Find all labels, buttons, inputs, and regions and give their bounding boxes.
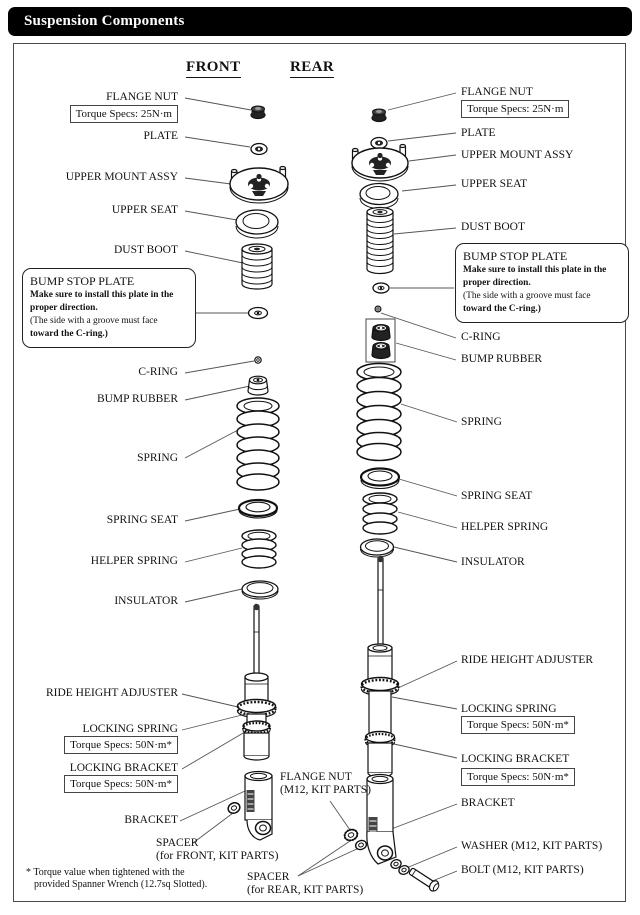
- rear-upper-mount-part: [352, 145, 408, 182]
- rear-bracket-part: [367, 775, 396, 865]
- rear-upper-mount-label: UPPER MOUNT ASSY: [461, 149, 574, 161]
- rear-spring-seat-label: SPRING SEAT: [461, 490, 533, 502]
- rear-spacer-label: [247, 871, 363, 897]
- front-helper-spring-part: [242, 530, 276, 568]
- rear-bump-rubber-label: BUMP RUBBER: [461, 353, 543, 365]
- front-bump-rubber-part: [248, 376, 268, 395]
- front-column-heading: FRONT: [186, 59, 241, 78]
- torque-footnote-line2: provided Spanner Wrench (12.7sq Slotted).: [34, 879, 208, 890]
- rear-helper-spring-part: [363, 493, 397, 534]
- front-dust-boot-label: DUST BOOT: [113, 244, 178, 256]
- rear-spring-seat-part: [361, 469, 399, 489]
- note-line: proper direction.: [463, 278, 531, 288]
- rear-plate-part: [371, 138, 387, 149]
- front-flange-nut-label: FLANGE NUT: [106, 91, 178, 103]
- front-ride-height-adjuster-label: RIDE HEIGHT ADJUSTER: [45, 687, 178, 699]
- rear-flange-nut-label: FLANGE NUT: [461, 86, 533, 98]
- kit-flange-nut-part: [343, 828, 359, 842]
- rear-insulator-part: [361, 539, 394, 557]
- rear-washers-part: [390, 858, 411, 875]
- rear-strut-part: [362, 556, 399, 777]
- front-plate-part: [251, 144, 267, 155]
- front-spring-part: [237, 398, 279, 490]
- rear-upper-seat-label: UPPER SEAT: [461, 178, 528, 190]
- front-bump-stop-note: [22, 268, 196, 348]
- front-flange-nut-part: [251, 106, 265, 119]
- rear-locking-bracket-label: LOCKING BRACKET: [461, 753, 570, 765]
- rear-helper-spring-label: HELPER SPRING: [461, 521, 549, 533]
- note-line: (The side with a groove must face: [463, 291, 591, 301]
- front-dust-boot-part: [242, 244, 272, 289]
- note-title: BUMP STOP PLATE: [463, 249, 568, 263]
- front-bump-stop-plate-part: [249, 308, 268, 319]
- rear-c-ring-part: [375, 306, 381, 312]
- front-upper-seat-label: UPPER SEAT: [111, 204, 178, 216]
- rear-c-ring-label: C-RING: [461, 331, 501, 343]
- rear-bump-stop-plate-part: [373, 283, 389, 293]
- front-upper-mount-label: UPPER MOUNT ASSY: [65, 171, 178, 183]
- rear-upper-seat-part: [360, 184, 398, 209]
- rear-locking-spring-label: LOCKING SPRING: [461, 703, 557, 715]
- note-line: Make sure to install this plate in the: [30, 290, 174, 300]
- note-line: proper direction.: [30, 303, 98, 313]
- front-plate-label: PLATE: [143, 130, 178, 142]
- rear-plate-label: PLATE: [461, 127, 496, 139]
- rear-ride-height-adjuster-label: RIDE HEIGHT ADJUSTER: [461, 654, 594, 666]
- kit-flange-nut-label-line1: FLANGE NUT: [280, 771, 352, 783]
- note-line: toward the C-ring.): [30, 329, 108, 339]
- front-strut-part: [238, 604, 276, 760]
- front-insulator-label: INSULATOR: [114, 595, 178, 607]
- rear-spring-label: SPRING: [461, 416, 502, 428]
- front-locking-bracket-label: LOCKING BRACKET: [69, 762, 178, 774]
- rear-locking-spring-torque-box: Torque Specs: 50N·m*: [461, 716, 575, 734]
- rear-spring-part: [357, 364, 401, 461]
- rear-locking-bracket-torque-box: Torque Specs: 50N·m*: [461, 768, 575, 786]
- front-bump-rubber-label: BUMP RUBBER: [96, 393, 178, 405]
- rear-dust-boot-label: DUST BOOT: [461, 221, 526, 233]
- front-locking-spring-torque-box: Torque Specs: 50N·m*: [64, 736, 178, 754]
- front-spring-seat-label: SPRING SEAT: [106, 514, 178, 526]
- leader-lines: [180, 93, 457, 882]
- page-title: Suspension Components: [24, 13, 185, 29]
- front-assembly-drawing: [226, 106, 288, 840]
- rear-flange-nut-part: [372, 109, 386, 122]
- front-upper-mount-part: [230, 167, 288, 203]
- rear-flange-nut-torque-box: Torque Specs: 25N·m: [461, 100, 569, 118]
- note-line: Make sure to install this plate in the: [463, 265, 607, 275]
- front-insulator-part: [242, 581, 278, 599]
- front-spacer-label-line1: SPACER: [156, 837, 199, 849]
- front-helper-spring-label: HELPER SPRING: [90, 555, 178, 567]
- rear-insulator-label: INSULATOR: [461, 556, 525, 568]
- torque-footnote-line1: * Torque value when tightened with the: [26, 867, 185, 878]
- front-upper-seat-part: [236, 210, 278, 238]
- rear-spacer-label-line2: (for REAR, KIT PARTS): [247, 884, 364, 896]
- front-spacer-part: [226, 801, 241, 815]
- front-spacer-label: [156, 837, 278, 863]
- rear-spacer-label-line1: SPACER: [247, 871, 290, 883]
- front-locking-spring-label: LOCKING SPRING: [82, 723, 178, 735]
- note-line: (The side with a groove must face: [30, 316, 158, 326]
- rear-bump-rubber-part: [366, 319, 395, 362]
- kit-flange-nut-label: [280, 771, 371, 797]
- rear-washer-label: WASHER (M12, KIT PARTS): [461, 840, 603, 852]
- front-spacer-label-line2: (for FRONT, KIT PARTS): [156, 850, 279, 862]
- rear-bracket-label: BRACKET: [461, 797, 515, 809]
- note-line: toward the C-ring.): [463, 304, 541, 314]
- front-bracket-part: [245, 772, 272, 841]
- rear-dust-boot-part: [367, 208, 393, 274]
- rear-bolt-label: BOLT (M12, KIT PARTS): [461, 864, 584, 876]
- front-spring-seat-part: [239, 500, 277, 518]
- front-bracket-label: BRACKET: [124, 814, 178, 826]
- front-c-ring-label: C-RING: [138, 366, 178, 378]
- kit-nut-spacer-drawing: [343, 828, 368, 851]
- rear-bump-stop-note: [455, 243, 629, 323]
- torque-footnote: [26, 867, 207, 891]
- rear-column-heading: REAR: [290, 59, 334, 78]
- front-c-ring-part: [255, 357, 261, 363]
- front-locking-bracket-torque-box: Torque Specs: 50N·m*: [64, 775, 178, 793]
- front-flange-nut-torque-box: Torque Specs: 25N·m: [70, 105, 178, 123]
- kit-flange-nut-label-line2: (M12, KIT PARTS): [280, 784, 372, 796]
- note-title: BUMP STOP PLATE: [30, 274, 135, 288]
- front-spring-label: SPRING: [137, 452, 178, 464]
